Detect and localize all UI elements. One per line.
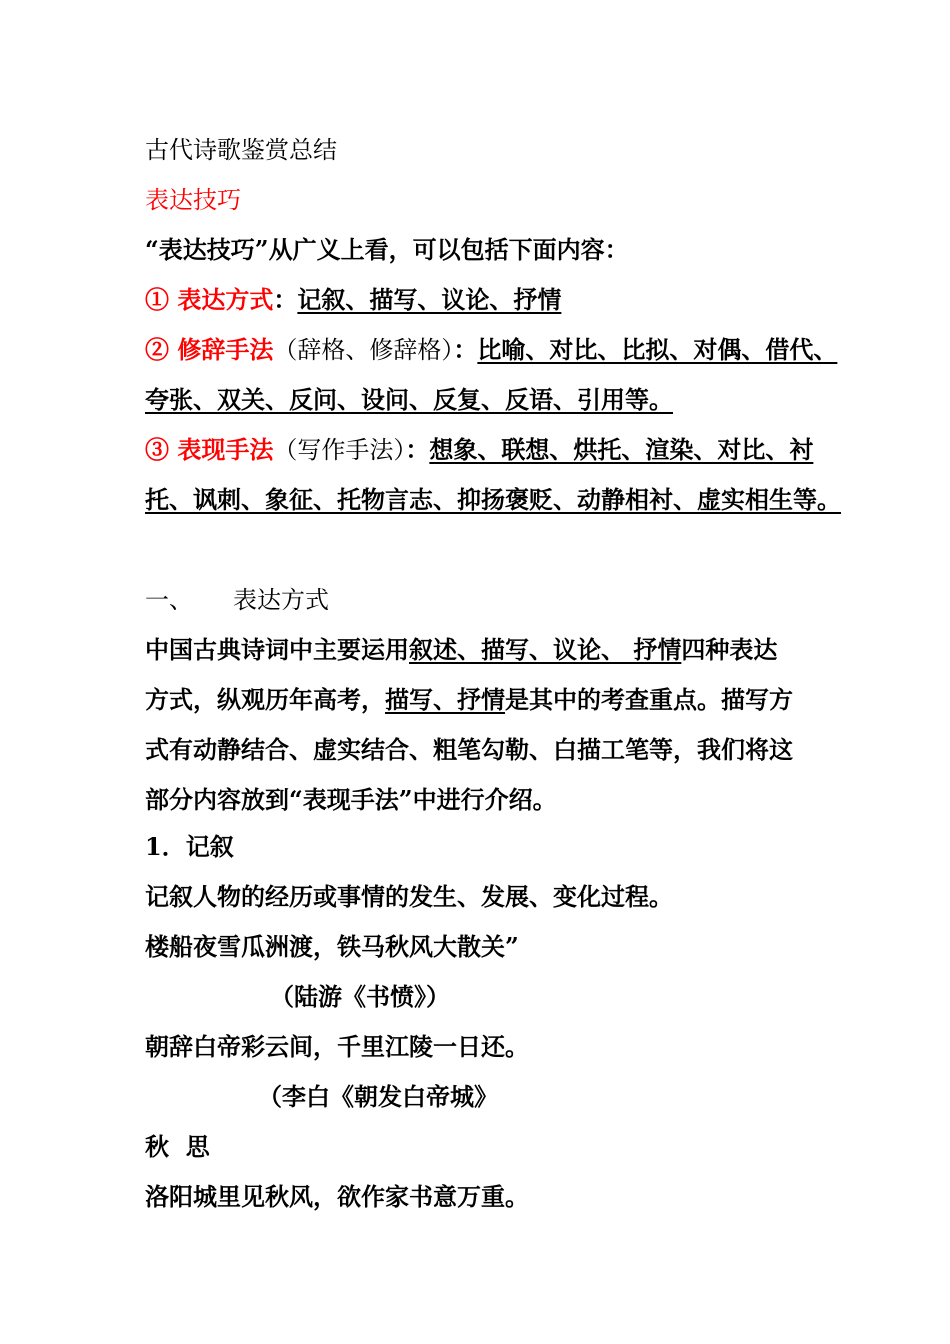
item3-label: ③ 表现手法 [145,435,274,464]
item2-sep: ： [453,335,478,364]
poem2-source: （李白《朝发白帝城》 [258,1082,498,1111]
para1-text: 是其中的考查重点。描写方 [505,685,793,714]
poem1-line: 楼船夜雪瓜洲渡，铁马秋风大散关” [145,932,519,961]
item-rhetoric-line1 [145,335,837,365]
sub1-title: 记叙 [185,832,234,861]
para1-text: 四种表达 [681,635,778,664]
item1-label: ① 表达方式 [145,285,274,314]
para1-line1 [145,635,777,665]
item3-content-line1: 想象、联想、烘托、渲染、对比、衬 [429,435,814,464]
item2-content-line2: 夸张、双关、反问、设问、反复、反语、引用等。 [145,385,673,414]
intro-paragraph: “表达技巧”从广义上看，可以包括下面内容： [145,235,629,264]
poem3-line: 洛阳城里见秋风，欲作家书意万重。 [145,1182,529,1211]
sub1-number: 1． [145,832,186,861]
poem2-line: 朝辞白帝彩云间，千里江陵一日还。 [145,1032,529,1061]
item3-sep: ： [405,435,430,464]
para1-line4: 部分内容放到“表现手法”中进行介绍。 [145,785,557,814]
item2-note: （辞格、修辞格） [273,336,454,364]
item3-note: （写作手法） [273,436,406,464]
para1-text: 方式，纵观历年高考， [145,685,385,714]
poem1-source: （陆游《书愤》） [270,982,450,1011]
para1-underlined: 描写、抒情 [385,685,505,714]
item3-content-line2: 托、讽刺、象征、托物言志、抑扬褒贬、动静相衬、虚实相生等。 [145,485,841,514]
item-techniques-line1 [145,435,813,465]
item1-sep: ： [273,285,298,314]
item2-label: ② 修辞手法 [145,335,274,364]
para1-line3: 式有动静结合、虚实结合、粗笔勾勒、白描工笔等，我们将这 [145,735,793,764]
item1-content: 记叙、描写、议论、抒情 [297,285,562,314]
para1-underlined: 叙述、描写、议论、 抒情 [409,635,682,664]
poem3-title: 秋 思 [145,1132,210,1161]
sub1-heading [145,832,234,862]
part1-title: 表达方式 [233,586,329,614]
section-heading: 表达技巧 [145,186,241,214]
part1-number: 一、 [145,586,193,614]
item2-content-line1: 比喻、对比、比拟、对偶、借代、 [477,335,838,364]
doc-title: 古代诗歌鉴赏总结 [145,136,337,164]
item-expression-modes [145,285,561,315]
part1-heading [145,585,329,615]
para1-line2 [145,685,793,715]
sub1-description: 记叙人物的经历或事情的发生、发展、变化过程。 [145,882,673,911]
para1-text: 中国古典诗词中主要运用 [145,635,409,664]
